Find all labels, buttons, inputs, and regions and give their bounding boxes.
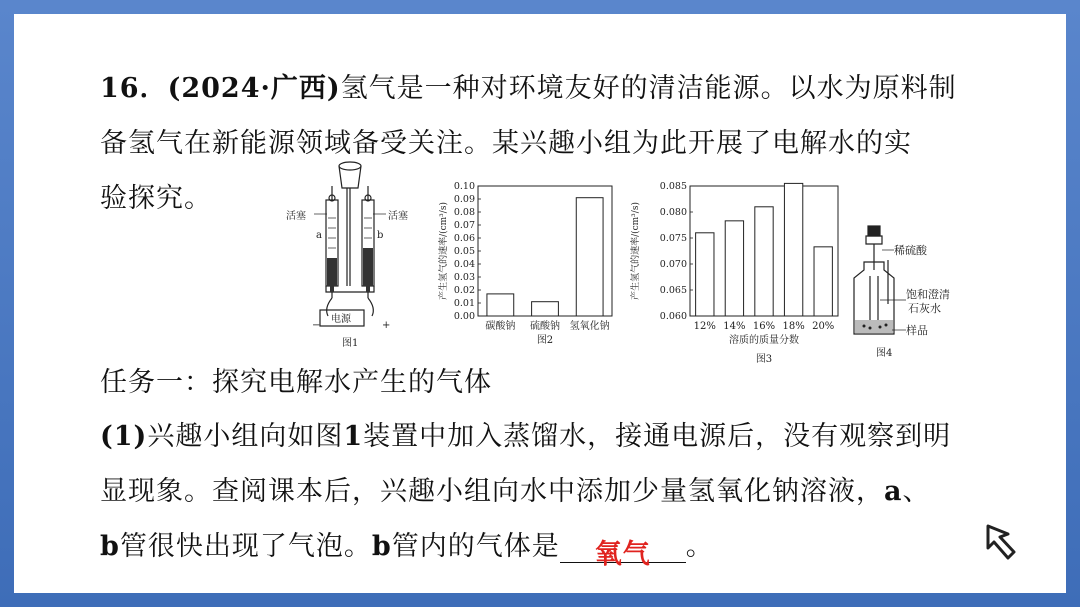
fig4-acid-label: 稀硫酸 <box>894 244 927 257</box>
x-tick-label: 硫酸钠 <box>530 321 560 332</box>
y-tick-label: 0.03 <box>453 272 475 283</box>
part-1-tube-b-ref: b <box>100 531 120 562</box>
figure-3-bar-chart <box>626 164 844 364</box>
fig4-caption: 图4 <box>876 348 893 359</box>
y-tick-label: 0.075 <box>659 233 687 244</box>
part-1-text-2: 显现象。查阅课本后，兴趣小组向水中添加少量氢氧化钠溶液， <box>100 476 884 507</box>
x-axis-label: 溶质的质量分数 <box>729 335 799 346</box>
figure-1-electrolysis-apparatus <box>284 158 414 348</box>
y-tick-label: 0.07 <box>453 220 475 231</box>
x-tick-label: 16% <box>752 321 776 332</box>
part-1-line-3 <box>100 524 714 570</box>
fig4-sample-label: 样品 <box>906 324 928 337</box>
part-1-number: (1) <box>100 421 148 452</box>
bar-硫酸钠 <box>532 302 559 316</box>
bar-14% <box>725 221 743 316</box>
bar-氢氧化钠 <box>576 198 603 316</box>
bar-碳酸钠 <box>487 294 514 316</box>
fig1-stopper-left-label: 活塞 <box>286 211 306 222</box>
y-tick-label: 0.080 <box>659 207 687 218</box>
fig4-lime-label-1: 饱和澄清 <box>906 288 950 301</box>
y-tick-label: 0.10 <box>453 181 475 192</box>
bar-18% <box>784 183 802 316</box>
part-1-line-2 <box>100 469 931 508</box>
bar-20% <box>814 247 832 316</box>
y-tick-label: 0.09 <box>453 194 475 205</box>
y-axis-label: 产生氢气的速率/(cm³/s) <box>631 202 641 300</box>
y-tick-label: 0.065 <box>659 285 687 296</box>
part-1-tube-a-ref: a <box>884 476 903 507</box>
x-tick-label: 14% <box>723 321 746 332</box>
x-tick-label: 12% <box>693 321 716 332</box>
y-tick-label: 0.060 <box>659 311 687 322</box>
bar-12% <box>696 233 714 316</box>
question-line-3: 验探究。 <box>100 183 212 214</box>
fig1-power-label: 电源 <box>331 314 351 325</box>
fig1-tube-a-label: a <box>316 230 322 241</box>
question-source: (2024·广西) <box>167 73 341 104</box>
fig1-minus-label: − <box>312 320 321 331</box>
part-1-text-2-end: 、 <box>902 476 931 507</box>
y-tick-label: 0.085 <box>659 181 687 192</box>
fig1-caption: 图1 <box>342 338 359 348</box>
y-tick-label: 0.00 <box>453 311 475 322</box>
figure-caption: 图2 <box>536 335 554 346</box>
y-tick-label: 0.05 <box>453 246 475 257</box>
part-1-text-3: 管很快出现了气泡。 <box>119 531 372 562</box>
question-line-1 <box>100 66 957 105</box>
fig1-plus-label: + <box>382 320 391 331</box>
y-axis-label: 产生氢气的速率/(cm³/s) <box>439 202 449 300</box>
fig4-lime-label-2: 石灰水 <box>908 302 941 315</box>
part-1-text-1-tail: 装置中加入蒸馏水，接通电源后，没有观察到明 <box>363 421 952 452</box>
fig1-tube-b-label: b <box>377 230 384 241</box>
slide-sheet <box>14 14 1066 593</box>
fig1-stopper-right-label: 活塞 <box>388 211 408 222</box>
task-1-heading: 任务一：探究电解水产生的气体 <box>100 367 492 398</box>
y-tick-label: 0.02 <box>453 285 475 296</box>
question-number: 16． <box>100 73 168 104</box>
part-1-text-3-end: 。 <box>685 531 714 562</box>
y-tick-label: 0.08 <box>453 207 475 218</box>
x-tick-label: 氢氧化钠 <box>569 321 610 332</box>
part-1-tube-b-ref-2: b <box>371 531 392 562</box>
x-tick-label: 18% <box>782 321 805 332</box>
question-text-1: 氢气是一种对环境友好的清洁能源。以水为原料制 <box>340 73 957 104</box>
x-tick-label: 20% <box>812 321 835 332</box>
part-1-line-1 <box>100 414 951 453</box>
y-tick-label: 0.04 <box>453 259 475 270</box>
figure-4-gas-test-apparatus <box>836 214 956 364</box>
y-tick-label: 0.06 <box>453 233 475 244</box>
part-1-text-3b: 管内的气体是 <box>391 531 560 562</box>
figure-2-bar-chart <box>434 164 624 364</box>
question-line-2: 备氢气在新能源领域备受关注。某兴趣小组为此开展了电解水的实 <box>100 128 912 159</box>
cursor-arrow-icon[interactable] <box>980 520 1026 566</box>
answer-blank[interactable] <box>560 532 686 570</box>
part-1-fig-ref: 1 <box>343 421 364 452</box>
bar-16% <box>755 207 773 316</box>
y-tick-label: 0.070 <box>659 259 687 270</box>
figure-caption: 图3 <box>755 354 773 364</box>
y-tick-label: 0.01 <box>453 298 475 309</box>
part-1-text-1: 兴趣小组向如图 <box>147 421 344 452</box>
answer-text: 氧气 <box>594 539 651 570</box>
x-tick-label: 碳酸钠 <box>485 321 516 332</box>
